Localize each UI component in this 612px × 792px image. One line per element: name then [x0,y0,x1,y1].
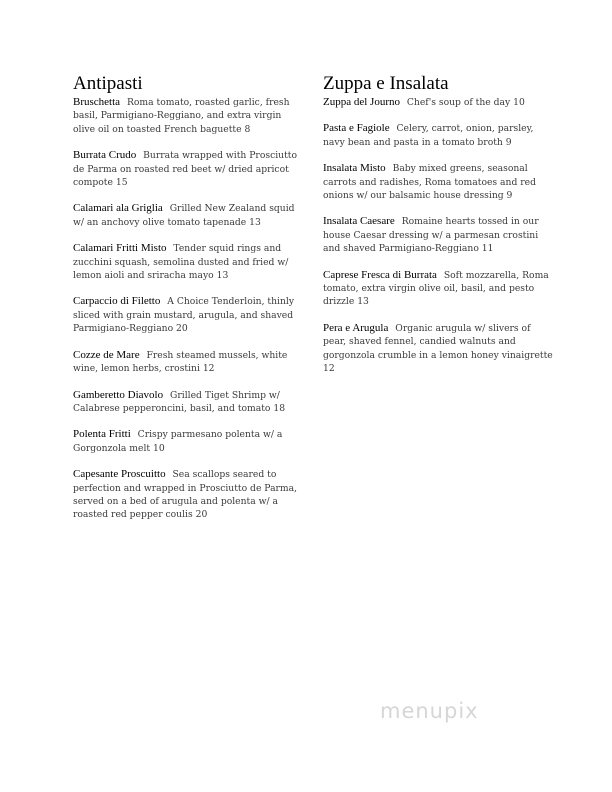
menu-item [323,322,553,376]
item-name: Insalata Misto [323,162,386,175]
menupix-watermark: menupix [380,699,479,723]
item-desc: Roma tomato, roasted garlic, fresh basil, Parmigiano-Reggiano, and extra virgin olive oil on toasted French baguette 8 [73,97,290,135]
item-name: Cozze de Mare [73,348,140,361]
menu-item [73,295,298,335]
menu-item [323,96,553,109]
item-desc: Grilled New Zealand squid w/ an anchovy olive tomato tapenade 13 [73,203,295,228]
antipasti-section [73,74,298,535]
zuppa-section [323,74,553,389]
menu-item [73,202,298,229]
item-name: Carpaccio di Filetto [73,295,161,308]
item-desc: Crispy parmesano polenta w/ a Gorgonzola melt 10 [73,429,283,454]
item-desc: Chef's soup of the day 10 [406,97,525,108]
menu-item [73,96,298,136]
zuppa-heading: Zuppa e Insalata [323,73,449,94]
item-name: Zuppa del Journo [323,96,400,108]
item-desc: Sea scallops seared to perfection and wrapped in Prosciutto de Parma, served on a bed of arugula and polenta w/ a roasted red pepper coulis 20 [73,469,298,521]
menu-item [73,428,298,455]
item-name: Calamari ala Griglia [73,202,163,215]
menu-item [73,149,298,189]
item-name: Caprese Fresca di Burrata [323,268,437,281]
item-name: Pasta e Fagiole [323,122,390,135]
menu-item [323,122,553,149]
item-name: Capesante Proscuitto [73,468,166,481]
menu-item [73,389,298,416]
item-desc: Romaine hearts tossed in our house Caesar dressing w/ a parmesan crostini and shaved Parmigiano-Reggiano 11 [323,216,539,255]
menu-item [73,242,298,282]
item-name: Gamberetto Diavolo [73,388,164,401]
menu-item [323,269,553,309]
item-desc: Soft mozzarella, Roma tomato, extra virgin olive oil, basil, and pesto drizzle 13 [323,269,549,308]
antipasti-heading: Antipasti [73,73,143,94]
menu-item [323,162,553,202]
menu-item [73,468,298,522]
item-name: Polenta Fritti [73,428,131,441]
item-name: Pera e Arugula [323,321,389,334]
menu-item [73,349,298,376]
item-desc: Tender squid rings and zucchini squash, semolina dusted and fried w/ lemon aioli and sriracha mayo 13 [73,243,289,282]
item-desc: Baby mixed greens, seasonal carrots and radishes, Roma tomatoes and red onions w/ our balsamic house dressing 9 [323,163,536,202]
item-name: Calamari Fritti Misto [73,242,167,255]
item-desc: Burrata wrapped with Prosciutto de Parma on roasted red beet w/ dried apricot compote 15 [73,150,297,189]
item-desc: Organic arugula w/ slivers of pear, shaved fennel, candied walnuts and gorgonzola crumble in a lemon honey vinaigrette 12 [323,322,553,375]
item-desc: Fresh steamed mussels, white wine, lemon herbs, crostini 12 [73,349,288,375]
item-name: Insalata Caesare [323,215,395,228]
menu-item [323,215,553,255]
item-name: Burrata Crudo [73,149,137,162]
item-desc: A Choice Tenderloin, thinly sliced with grain mustard, arugula, and shaved Parmigiano-Reggiano 20 [73,296,295,335]
item-name: Bruschetta [73,96,121,108]
item-desc: Celery, carrot, onion, parsley, navy bean and pasta in a tomato broth 9 [323,123,534,148]
item-desc: Grilled Tiget Shrimp w/ Calabrese pepperoncini, basil, and tomato 18 [73,389,286,414]
